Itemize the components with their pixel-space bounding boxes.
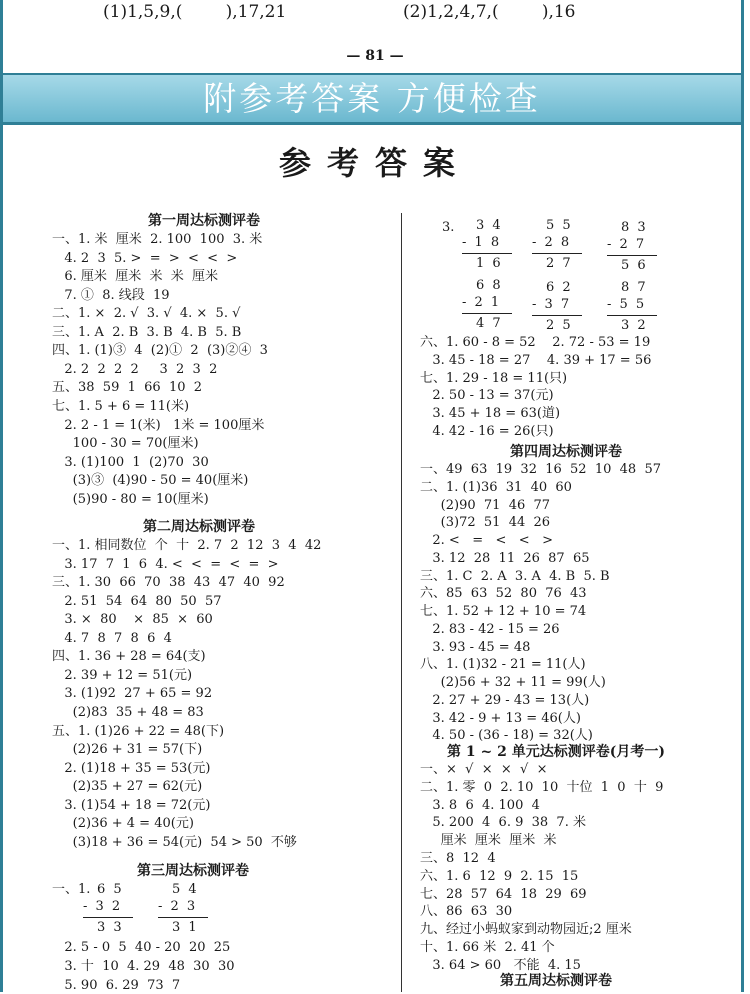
subtraction-bar	[462, 253, 512, 254]
answer-line: (5)90 - 80 = 10(厘米)	[52, 491, 209, 507]
previous-page-panel	[0, 0, 744, 75]
answer-line: 3. × 80 × 85 × 60	[52, 612, 213, 628]
section-heading-week4: 第四周达标测评卷	[510, 444, 622, 460]
answer-line: 二、1. 零 0 2. 10 10 十位 1 0 十 9	[420, 779, 664, 795]
answer-line: 三、1. C 2. A 3. A 4. B 5. B	[420, 568, 610, 584]
section-heading-week3: 第三周达标测评卷	[137, 863, 249, 879]
answer-line: 2. 5 - 0 5 40 - 20 20 25	[52, 940, 231, 955]
minuend: 6 8	[476, 278, 503, 293]
answer-line: (2)56 + 32 + 11 = 99(人)	[420, 675, 606, 690]
difference: 2 5	[546, 318, 573, 333]
answer-line: 100 - 30 = 70(厘米)	[52, 436, 199, 452]
answer-line: 二、1. × 2. √ 3. √ 4. × 5. √	[52, 306, 241, 322]
difference: 2 7	[546, 256, 573, 271]
answer-line: 3. 64 > 60 不能 4. 15	[420, 957, 581, 973]
subtraction-bar	[462, 313, 512, 314]
subtraction-bar	[532, 253, 582, 254]
question-label: 一、1.	[52, 882, 91, 897]
answer-line: 3. (1)100 1 (2)70 30	[52, 454, 209, 470]
answer-banner: 附参考答案 方便检查	[0, 75, 744, 125]
difference: 3 2	[621, 318, 648, 333]
sequence-problem-1: (1)1,5,9,( ),17,21	[103, 2, 287, 22]
answer-line: 二、1. (1)36 31 40 60	[420, 479, 572, 495]
answer-line: 四、1. (1)③ 4 (2)① 2 (3)②④ 3	[52, 343, 268, 359]
answer-line: 7. ① 8. 线段 19	[52, 287, 170, 303]
answer-line: 3. (1)54 + 18 = 72(元)	[52, 797, 211, 813]
answer-line: 三、8 12 4	[420, 851, 496, 866]
answer-line: 3. 17 7 1 6 4. < < = < = >	[52, 556, 279, 572]
section-heading-unit-test: 第 1 ~ 2 单元达标测评卷(月考一)	[447, 744, 665, 760]
page-title: 参考答案	[278, 144, 471, 182]
left-border	[0, 125, 3, 992]
minuend: 3 4	[476, 218, 503, 233]
answer-line: 2. 2 2 2 2 3 2 3 2	[52, 361, 218, 377]
answer-line: 七、1. 29 - 18 = 11(只)	[420, 370, 568, 386]
answer-line: (2)35 + 27 = 62(元)	[52, 779, 203, 795]
subtrahend: - 3 7	[532, 297, 572, 312]
difference: 1 6	[476, 256, 503, 271]
minuend: 8 3	[621, 220, 648, 235]
answer-line: 八、86 63 30	[420, 904, 513, 920]
subtraction-bar	[532, 315, 582, 316]
answer-line: 4. 42 - 16 = 26(只)	[420, 424, 554, 439]
answer-line: (3)18 + 36 = 54(元) 54 > 50 不够	[52, 834, 297, 850]
answer-line: 3. 42 - 9 + 13 = 46(人)	[420, 710, 581, 726]
answer-line: 三、1. 30 66 70 38 43 47 40 92	[52, 575, 285, 591]
answer-line: 3. 十 10 4. 29 48 30 30	[52, 959, 235, 974]
answer-line: 五、1. (1)26 + 22 = 48(下)	[52, 723, 225, 739]
answer-line: 4. 50 - (36 - 18) = 32(人)	[420, 728, 593, 744]
answer-line: 2. 39 + 12 = 51(元)	[52, 667, 193, 683]
minuend: 5 5	[546, 218, 573, 233]
minuend: 6 2	[546, 280, 573, 295]
answer-line: 一、1. 相同数位 个 十 2. 7 2 12 3 4 42	[52, 538, 322, 553]
answer-line: (2)90 71 46 77	[420, 497, 551, 513]
answer-line: 3. (1)92 27 + 65 = 92	[52, 686, 213, 702]
difference: 3 3	[97, 920, 124, 935]
answer-line: 六、1. 60 - 8 = 52 2. 72 - 53 = 19	[420, 335, 651, 350]
subtraction-bar	[83, 917, 133, 918]
answer-line: 一、49 63 19 32 16 52 10 48 57	[420, 462, 661, 477]
answer-line: (2)83 35 + 48 = 83	[52, 704, 204, 720]
minuend: 6 5	[97, 882, 124, 897]
subtraction-bar	[607, 315, 657, 316]
answer-line: 八、1. (1)32 - 21 = 11(人)	[420, 657, 586, 673]
difference: 3 1	[172, 920, 199, 935]
answer-line: (3)③ (4)90 - 50 = 40(厘米)	[52, 473, 249, 489]
page-number: — 81 —	[346, 48, 404, 64]
answer-line: 六、1. 6 12 9 2. 15 15	[420, 868, 579, 884]
answer-line: 厘米 厘米 厘米 米	[420, 833, 557, 849]
answer-line: 六、85 63 52 80 76 43	[420, 586, 587, 602]
answer-line: (2)36 + 4 = 40(元)	[52, 816, 194, 832]
answer-line: 七、1. 52 + 12 + 10 = 74	[420, 604, 587, 619]
answer-line: 2. 51 54 64 80 50 57	[52, 593, 222, 609]
subtrahend: - 3 2	[83, 899, 123, 914]
column-divider	[401, 213, 402, 992]
subtrahend: - 5 5	[607, 297, 647, 312]
answer-line: 2. 2 - 1 = 1(米) 1米 = 100厘米	[52, 417, 265, 433]
sequence-problem-2: (2)1,2,4,7,( ),16	[403, 2, 576, 22]
answer-line: 5. 90 6. 29 73 7	[52, 978, 181, 993]
answer-line: 3. 93 - 45 = 48	[420, 639, 531, 655]
answer-line: 3. 8 6 4. 100 4	[420, 797, 540, 813]
subtrahend: - 2 8	[532, 235, 572, 250]
answer-line: 3. 45 - 18 = 27 4. 39 + 17 = 56	[420, 352, 652, 368]
subtrahend: - 1 8	[462, 235, 502, 250]
answer-line: 2. 50 - 13 = 37(元)	[420, 388, 554, 404]
answer-line: 四、1. 36 + 28 = 64(支)	[52, 649, 206, 665]
section-heading-week2: 第二周达标测评卷	[143, 519, 255, 535]
answer-line: 4. 2 3 5. > = > < < >	[52, 250, 238, 266]
answer-line: (2)26 + 31 = 57(下)	[52, 742, 203, 758]
answer-line: 2. 27 + 29 - 43 = 13(人)	[420, 692, 590, 708]
minuend: 5 4	[172, 882, 199, 897]
difference: 4 7	[476, 316, 503, 331]
answer-line: 3. 12 28 11 26 87 65	[420, 550, 590, 566]
section-heading-week1: 第一周达标测评卷	[148, 213, 260, 229]
subtraction-bar	[607, 255, 657, 256]
answer-line: 2. 83 - 42 - 15 = 26	[420, 621, 560, 637]
answer-line: 七、1. 5 + 6 = 11(米)	[52, 398, 190, 414]
answer-line: 一、1. 米 厘米 2. 100 100 3. 米	[52, 232, 263, 247]
minuend: 8 7	[621, 280, 648, 295]
answer-line: 三、1. A 2. B 3. B 4. B 5. B	[52, 324, 242, 340]
section-heading-week5: 第五周达标测评卷	[500, 973, 612, 989]
answer-line: 五、38 59 1 66 10 2	[52, 380, 203, 396]
answer-line: 3. 45 + 18 = 63(道)	[420, 406, 561, 422]
subtrahend: - 2 7	[607, 237, 647, 252]
difference: 5 6	[621, 258, 648, 273]
answer-line: 七、28 57 64 18 29 69	[420, 886, 587, 902]
subtrahend: - 2 3	[158, 899, 198, 914]
answer-line: 4. 7 8 7 8 6 4	[52, 630, 172, 646]
answer-line: 6. 厘米 厘米 米 米 厘米	[52, 269, 218, 285]
answer-line: 一、× √ × × √ ×	[420, 762, 548, 777]
subtrahend: - 2 1	[462, 295, 502, 310]
answer-line: 九、经过小蚂蚁家到动物园近;2 厘米	[420, 922, 632, 938]
answer-line: 2. (1)18 + 35 = 53(元)	[52, 760, 211, 776]
question-label: 3.	[442, 220, 455, 235]
subtraction-bar	[158, 917, 208, 918]
right-border	[741, 125, 744, 992]
answer-line: (3)72 51 44 26	[420, 515, 551, 531]
answer-line: 5. 200 4 6. 9 38 7. 米	[420, 815, 586, 831]
answer-line: 2. < = < < >	[420, 533, 553, 548]
answer-line: 十、1. 66 米 2. 41 个	[420, 940, 555, 955]
